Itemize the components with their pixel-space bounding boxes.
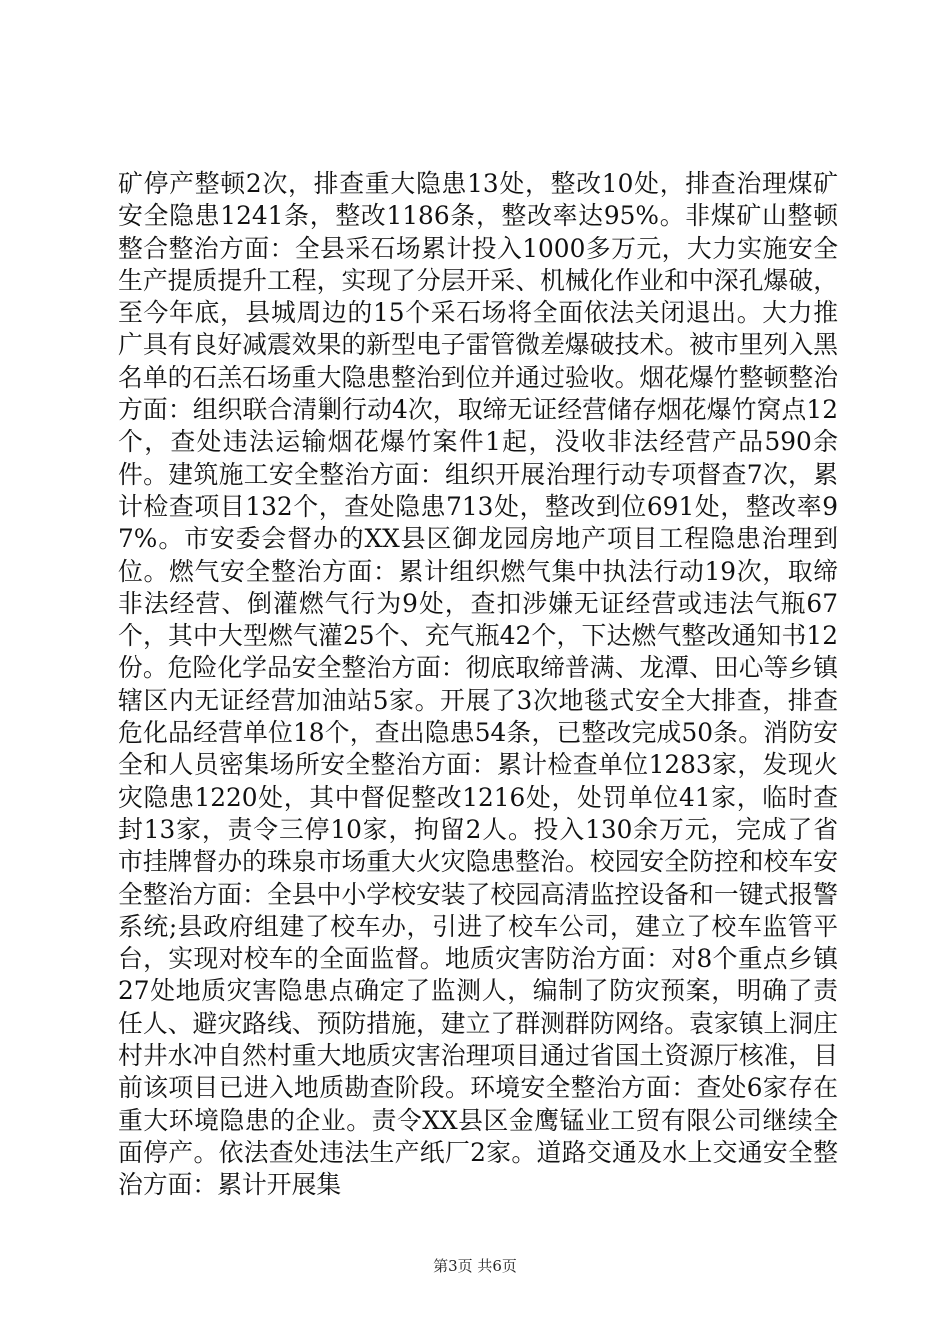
body-paragraph: 矿停产整顿2次，排查重大隐患13处，整改10处，排查治理煤矿安全隐患1241条，整改1186条，整改率达95%。非煤矿山整顿整合整治方面：全县采石场累计投入1000多万元，大力实施安全生产提质提升工程，实现了分层开采、机械化作业和中深孔爆破，至今年底，县城周边的15个采石场将全面依法关闭退出。大力推广具有良好减震效果的新型电子雷管微差爆破技术。被市里列入黑名单的石羔石场重大隐患整治到位并通过验收。烟花爆竹整顿整治方面：组织联合清剿行动4次，取缔无证经营储存烟花爆竹窝点12个，查处违法运输烟花爆竹案件1起，没收非法经营产品590余件。建筑施工安全整治方面：组织开展治理行动专项督查7次，累计检查项目132个，查处隐患713处，整改到位691处，整改率97%。市安委会督办的XX县区御龙园房地产项目工程隐患治理到位。燃气安全整治方面：累计组织燃气集中执法行动19次，取缔非法经营、倒灌燃气行为9处，查扣涉嫌无证经营或违法气瓶67个，其中大型燃气灌25个、充气瓶42个，下达燃气整改通知书12份。危险化学品安全整治方面：彻底取缔普满、龙潭、田心等乡镇辖区内无证经营加油站5家。开展了3次地毯式安全大排查，排查危化品经营单位18个，查出隐患54条，已整改完成50条。消防安全和人员密集场所安全整治方面：累计检查单位1283家，发现火灾隐患1220处，其中督促整改1216处，处罚单位41家，临时查封13家，责令三停10家，拘留2人。投入130余万元，完成了省市挂牌督办的珠泉市场重大火灾隐患整治。校园安全防控和校车安全整治方面：全县中小学校安装了校园高清监控设备和一键式报警系统;县政府组建了校车办，引进了校车公司，建立了校车监管平台，实现对校车的全面监督。地质灾害防治方面：对8个重点乡镇27处地质灾害隐患点确定了监测人，编制了防灾预案，明确了责任人、避灾路线、预防措施，建立了群测群防网络。袁家镇上洞庄村井水冲自然村重大地质灾害治理项目通过省国土资源厅核准，目前该项目已进入地质勘查阶段。环境安全整治方面：查处6家存在重大环境隐患的企业。责令XX县区金鹰锰业工贸有限公司继续全面停产。依法查处违法生产纸厂2家。道路交通及水上交通安全整治方面：累计开展集	[118, 169, 838, 1200]
page-number-footer: 第3页 共6页	[433, 1257, 517, 1275]
